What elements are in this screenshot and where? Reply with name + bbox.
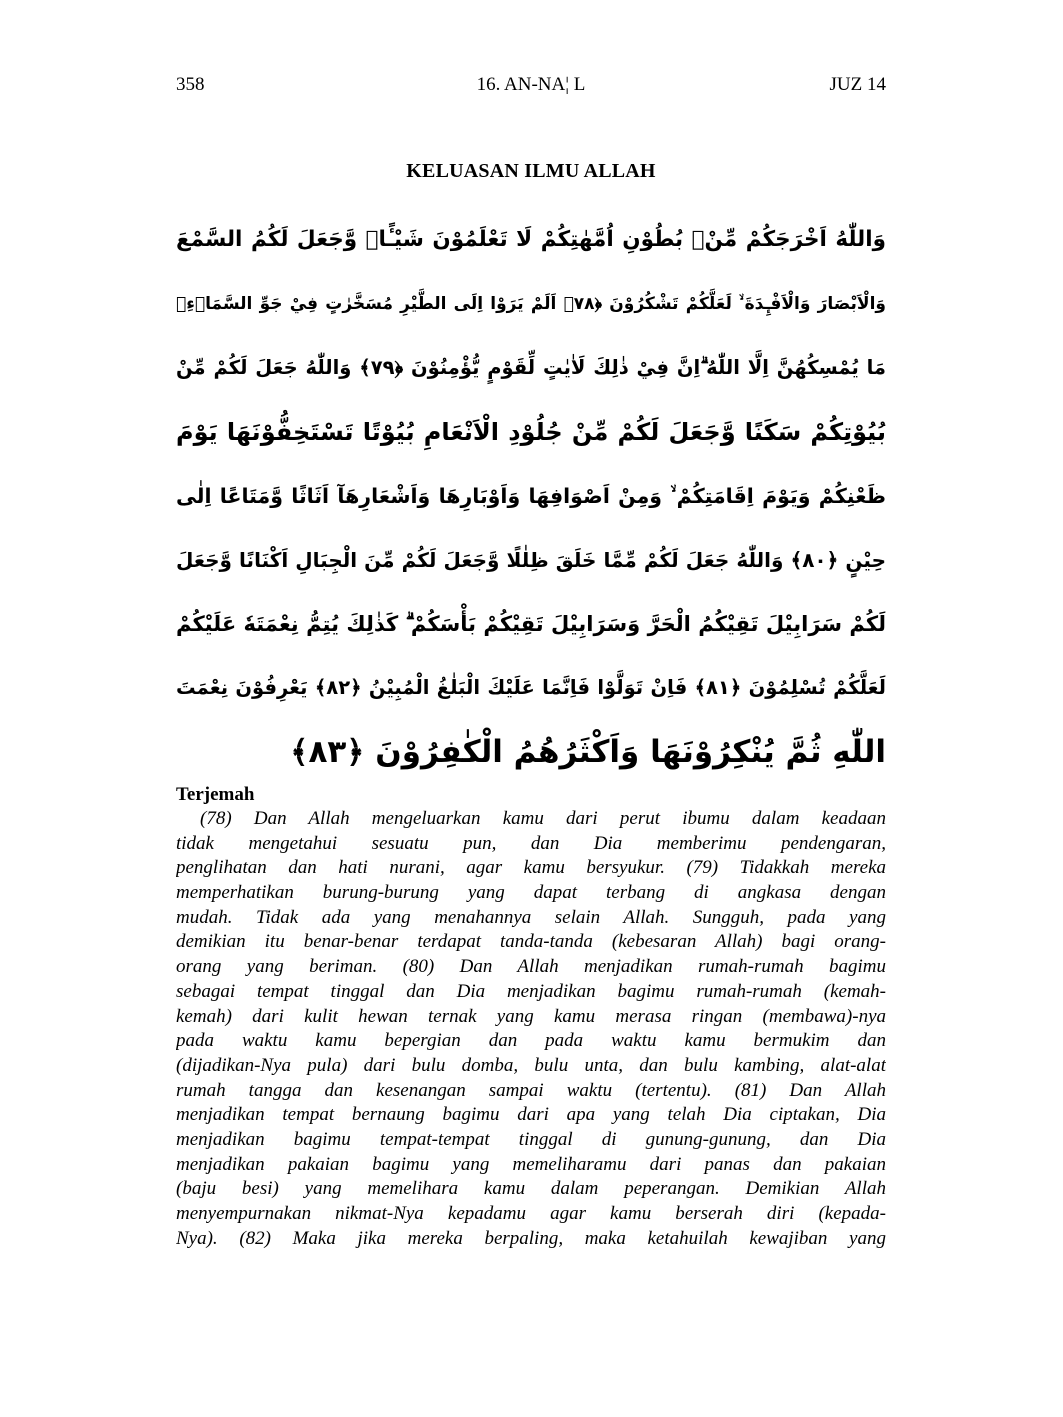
- translation-line: menjadikan tempat bernaung bagimu dari apa yang telah Dia ciptakan, Dia: [176, 1104, 886, 1126]
- translation-line: (78) Dan Allah mengeluarkan kamu dari perut ibumu dalam keadaan: [200, 808, 886, 829]
- arabic-verses: [176, 208, 886, 784]
- translation-line: sebagai tempat tinggal dan Dia menjadikan bagimu rumah-rumah (kemah-: [176, 980, 886, 1002]
- translation-heading: Terjemah: [176, 784, 255, 805]
- translation-line: demikian itu benar-benar terdapat tanda-tanda (kebesaran Allah) bagi orang-: [176, 931, 886, 953]
- translation-line: menjadikan pakaian bagimu yang memeliharamu dari panas dan pakaian: [176, 1153, 886, 1175]
- translation-line: menjadikan bagimu tempat-tempat tinggal di gunung-gunung, dan Dia: [176, 1128, 886, 1150]
- translation-line: (baju besi) yang memelihara kamu dalam peperangan. Demikian Allah: [176, 1178, 886, 1200]
- arabic-line: ظَعْنِكُمْ وَيَوْمَ اِقَامَتِكُمْ ۙ وَمِنْ اَصْوَافِهَا وَاَوْبَارِهَا وَاَشْعَارِهَآ اَثَاثًا وَّمَتَاعًا اِلٰى: [176, 484, 886, 508]
- page-header: [176, 74, 886, 102]
- arabic-line: مَا يُمْسِكُهُنَّ اِلَّا اللّٰهُ ۗاِنَّ فِيْ ذٰلِكَ لَاٰيٰتٍ لِّقَوْمٍ يُّؤْمِنُوْنَ ﴿٧٩﴾ وَاللّٰهُ جَعَلَ لَكُمْ مِّنْ: [176, 356, 886, 379]
- surah-title: 16. AN-NA¦ L: [476, 74, 586, 95]
- arabic-line: لَعَلَّكُمْ تُسْلِمُوْنَ ﴿٨١﴾ فَاِنْ تَوَلَّوْا فَاِنَّمَا عَلَيْكَ الْبَلٰغُ الْمُبِيْنُ ﴿٨٢﴾ يَعْرِفُوْنَ نِعْمَتَ: [176, 676, 886, 699]
- translation-line: mudah. Tidak ada yang menahannya selain Allah. Sungguh, pada yang: [176, 906, 886, 928]
- arabic-line: وَالْاَبْصَارَ وَالْاَفْـِٕدَةَ ۙ لَعَلَّكُمْ تَشْكُرُوْنَ ﴿٧٨﴾ اَلَمْ يَرَوْا اِلَى الطَّيْرِ مُسَخَّرٰتٍ فِيْ جَوِّ السَّمَاۤءِۗ: [176, 294, 886, 314]
- translation-line: tidak mengetahui sesuatu pun, dan Dia memberimu pendengaran,: [176, 832, 886, 854]
- page-number: 358: [176, 74, 205, 95]
- translation-line: memperhatikan burung-burung yang dapat terbang di angkasa dengan: [176, 882, 886, 904]
- arabic-line: اللّٰهِ ثُمَّ يُنْكِرُوْنَهَا وَاَكْثَرُهُمُ الْكٰفِرُوْنَ ﴿٨٣﴾: [290, 734, 886, 770]
- translation-line: orang yang beriman. (80) Dan Allah menjadikan rumah-rumah bagimu: [176, 956, 886, 978]
- section-title: KELUASAN ILMU ALLAH: [406, 160, 656, 182]
- translation-body: [176, 807, 886, 1251]
- translation-line: penglihatan dan hati nurani, agar kamu bersyukur. (79) Tidakkah mereka: [176, 857, 886, 879]
- translation-line: rumah tangga dan kesenangan sampai waktu (tertentu). (81) Dan Allah: [176, 1079, 886, 1101]
- translation-line: pada waktu kamu bepergian dan pada waktu kamu bermukim dan: [176, 1030, 886, 1052]
- translation-line: Nya). (82) Maka jika mereka berpaling, maka ketahuilah kewajiban yang: [176, 1227, 886, 1249]
- juz-label: JUZ 14: [829, 74, 886, 95]
- translation-line: (dijadikan-Nya pula) dari bulu domba, bulu unta, dan bulu kambing, alat-alat: [176, 1054, 886, 1076]
- translation-line: menyempurnakan nikmat-Nya kepadamu agar kamu berserah diri (kepada-: [176, 1203, 886, 1224]
- arabic-line: بُيُوْتِكُمْ سَكَنًا وَّجَعَلَ لَكُمْ مِّنْ جُلُوْدِ الْاَنْعَامِ بُيُوْتًا تَسْتَخِفُّوْنَهَا يَوْمَ: [176, 418, 886, 446]
- arabic-line: لَكُمْ سَرَابِيْلَ تَقِيْكُمُ الْحَرَّ وَسَرَابِيْلَ تَقِيْكُمْ بَأْسَكُمْ ۗ كَذٰلِكَ يُتِمُّ نِعْمَتَهٗ عَلَيْكُمْ: [176, 612, 886, 636]
- translation-line: kemah) dari kulit hewan ternak yang kamu merasa ringan (membawa)-nya: [176, 1005, 886, 1027]
- arabic-line: حِيْنٍ ﴿٨٠﴾ وَاللّٰهُ جَعَلَ لَكُمْ مِّمَّا خَلَقَ ظِلٰلًا وَّجَعَلَ لَكُمْ مِّنَ الْجِبَالِ اَكْنَانًا وَّجَعَلَ: [176, 548, 886, 572]
- arabic-line: وَاللّٰهُ اَخْرَجَكُمْ مِّنْۢ بُطُوْنِ اُمَّهٰتِكُمْ لَا تَعْلَمُوْنَ شَيْـًٔاۙ وَّجَعَلَ لَكُمُ السَّمْعَ: [176, 227, 886, 252]
